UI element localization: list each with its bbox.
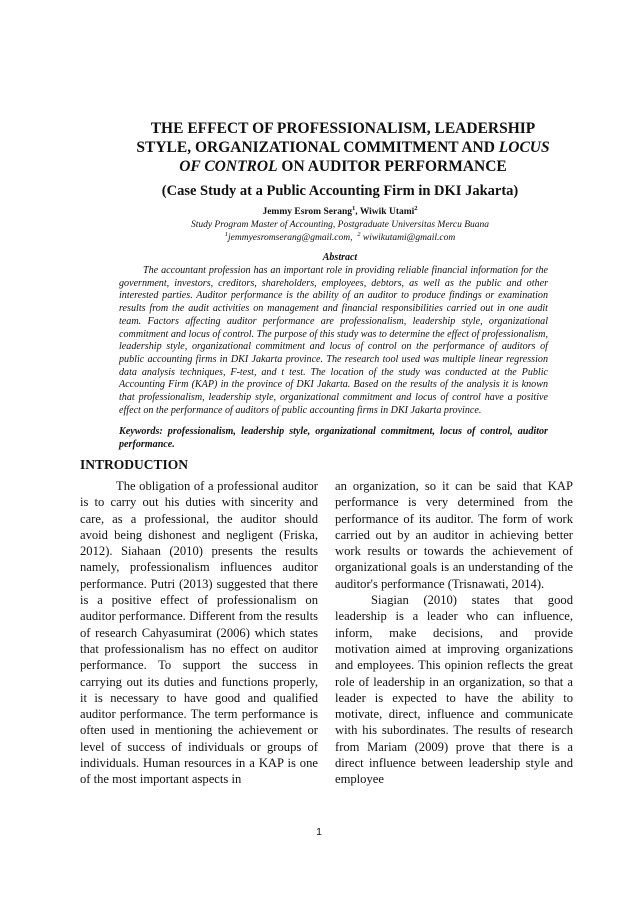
- author-separator: ,: [355, 207, 360, 217]
- keywords: Keywords: professionalism, leadership style, organizational commitment, locus of control, auditor performance.: [119, 426, 548, 450]
- authors-line: [100, 204, 580, 217]
- title-line-2-italic: LOCUS: [498, 139, 550, 156]
- author-1: Jemmy Esrom Serang: [262, 207, 352, 217]
- title-line-1: THE EFFECT OF PROFESSIONALISM, LEADERSHIP: [150, 120, 536, 137]
- paper-subtitle: (Case Study at a Public Accounting Firm in DKI Jakarta): [161, 183, 519, 199]
- intro-left-column: The obligation of a professional auditor is to carry out his duties with sincerity and care, as a professional, the auditor should avoid being dishonest and negligent (Friska, 2012). Siahaan (2010) presents the results namely, professionalism influences auditor performance. Putri (2013) suggested that there is a positive effect of professionalism on auditor performance. Different from the results of research Cahyasumirat (2006) which states that professionalism has no effect on auditor performance. To support the success in carrying out its duties and functions properly, it is necessary to have good and qualified auditor performance. The term performance is often used in mentioning the achievement or level of success of individuals or groups of individuals. Human resources in a KAP is one of the most important aspects in: [80, 479, 318, 787]
- author-1-sup: 1: [351, 204, 356, 212]
- title-line-2-text: STYLE, ORGANIZATIONAL COMMITMENT AND: [136, 139, 499, 156]
- title-line-3-text: ON AUDITOR PERFORMANCE: [277, 158, 507, 175]
- introduction-heading: INTRODUCTION: [80, 457, 189, 472]
- emails-line: [100, 230, 580, 243]
- title-line-3-italic: OF CONTROL: [179, 158, 278, 175]
- author-2: Wiwik Utami: [359, 207, 415, 217]
- intro-right-paragraph-2: Siagian (2010) states that good leadership is a leader who can influence, inform, make decisions, and provide motivation aimed at improving organizations and employees. This opinion reflects the great role of leadership in an organization, so that a leader is expected to have the ability to motivate, direct, influence and communicate with his subordinates. The results of research from Mariam (2009) prove that there is a direct influence between leadership style and employee: [335, 593, 573, 787]
- page-number: 1: [316, 826, 322, 838]
- email-1: jemmyesromserang@gmail.com,: [228, 233, 353, 243]
- email-1-sup: 1: [224, 230, 228, 238]
- abstract-text: The accountant profession has an important role in providing reliable financial information for the government, investors, creditors, shareholders, employees, debtors, as well as the public and other interested parties. Auditor performance is the ability of an auditor to produce findings or examination results from the audit activities on management and financial responsibilities carried out in one audit team. Factors affecting auditor performance are professionalism, leadership style, organizational commitment and locus of control. The purpose of this study was to determine the effect of professionalism, leadership style, organizational commitment and locus of control on the performance of auditors of public accounting firms in DKI Jakarta province. The research tool used was multiple linear regression data analysis techniques, F-test, and t test. The location of the study was conducted at the Public Accounting Firm (KAP) in the province of DKI Jakarta. Based on the results of the analysis it is known that professionalism, leadership style, organizational commitment and locus of control have a positive effect on the performance of auditors of public accounting firms in DKI Jakarta province.: [119, 265, 548, 416]
- abstract-heading: Abstract: [322, 252, 358, 263]
- title-line-2: [118, 138, 568, 157]
- author-2-sup: 2: [414, 204, 418, 212]
- paper-title: [118, 119, 568, 176]
- intro-right-paragraph-1: an organization, so it can be said that KAP performance is very determined from the performance of its auditor. The form of work carried out by an auditor in achieving better work results or towards the achievement of organizational goals is an understanding of the auditor's performance (Trisnawati, 2014).: [335, 479, 573, 591]
- email-2: wiwikutami@gmail.com: [360, 233, 456, 243]
- title-line-3: [118, 157, 568, 176]
- affiliation: Study Program Master of Accounting, Postgraduate Universitas Mercu Buana: [190, 220, 490, 230]
- email-2-sup: 2: [357, 230, 361, 238]
- intro-right-column: [335, 478, 573, 788]
